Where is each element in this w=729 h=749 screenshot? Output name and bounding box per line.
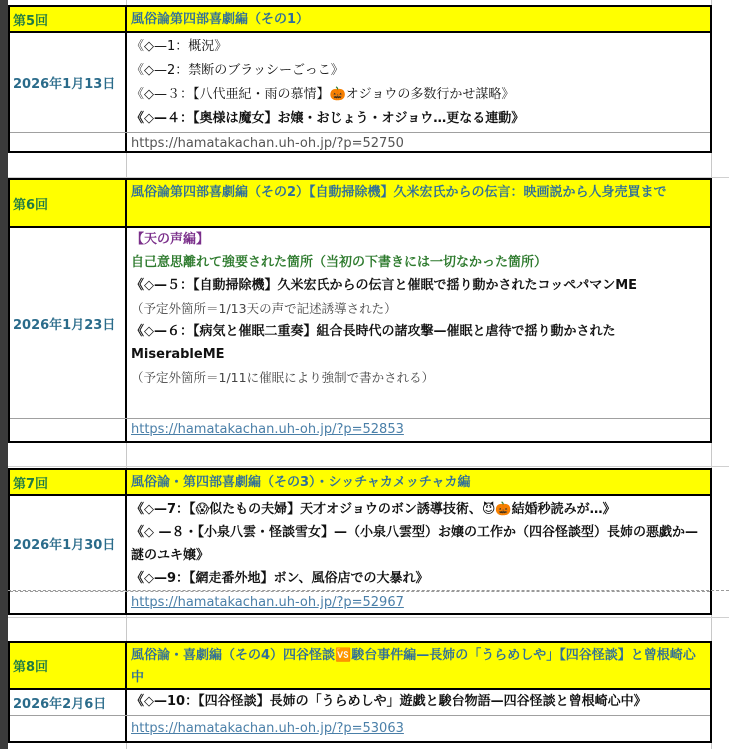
episode-url-row <box>10 716 710 741</box>
episode-date-cell <box>10 228 127 418</box>
episode-date-cell <box>10 690 127 715</box>
section-subhead: 自己意思離れて強要された箇所（当初の下書きには一切なかった箇所） <box>131 255 548 270</box>
sheet-gutter <box>0 0 8 749</box>
episode-title[interactable]: 風俗論・第四部喜劇編（その3）・シッチャカメッチャカ編 <box>131 475 471 490</box>
content-line: 《◇—10：【四谷怪談】長姉の「うらめしや」遊戯と駿台物語—四谷怪談と曾根崎心中》 <box>131 694 647 709</box>
episode-number: 第5回 <box>10 7 127 31</box>
episode-date: 2026年1月30日 <box>13 538 116 553</box>
episode-url-cell[interactable] <box>127 419 710 441</box>
episode-body-row <box>10 33 710 133</box>
content-line: 《◇—４：【奥様は魔女】お嬢・おじょう・オジョウ…更なる連動》 <box>131 111 525 126</box>
content-note: （予定外箇所＝1/13天の声で記述誘導された） <box>131 301 397 316</box>
episode-title-row <box>10 7 710 33</box>
episode-date-cell <box>10 33 127 132</box>
section-tag: 【天の声編】 <box>131 232 210 247</box>
content-line: 《◇—３：【八代亜紀・雨の慕情】🎃オジョウの多数行かせ謀略》 <box>131 87 515 102</box>
episode-body-row <box>10 228 710 419</box>
episode-date-cell <box>10 496 127 591</box>
content-line: 《◇—1：概況》 <box>131 39 228 54</box>
episode-url-cell[interactable] <box>127 133 710 151</box>
content-line: 《◇—2：禁断のブラッシーごっこ》 <box>131 63 344 78</box>
episode-body-row <box>10 496 710 592</box>
episode-title[interactable]: 風俗論・喜劇編（その4）四谷怪談🆚駿台事件編—長姉の「うらめしや」【四谷怪談】と曾根崎心中 <box>131 648 696 685</box>
episode-7-block <box>8 468 712 615</box>
episode-date: 2026年1月23日 <box>13 317 116 333</box>
episode-title-row <box>10 180 710 228</box>
content-line: 《◇—６：【病気と催眠二重奏】組合長時代の諸攻撃—催眠と虐待で揺り動かされたMiserableME <box>131 324 616 362</box>
episode-number: 第8回 <box>10 643 127 688</box>
episode-url[interactable]: https://hamatakachan.uh-oh.jp/?p=52750 <box>131 136 404 151</box>
content-note: （予定外箇所＝1/11に催眠により強制で書かされる） <box>131 370 435 385</box>
episode-contents[interactable] <box>127 228 710 418</box>
episode-url[interactable]: https://hamatakachan.uh-oh.jp/?p=52853 <box>131 422 404 437</box>
episode-number: 第6回 <box>10 180 127 226</box>
episode-title-row <box>10 470 710 496</box>
content-line: 《◇ —８・【小泉八雲・怪談雪女】—（小泉八雲型）お嬢の工作か（四谷怪談型）長姉の悪戯か—謎のユキ嬢》 <box>131 525 699 563</box>
episode-date: 2026年2月6日 <box>13 697 107 712</box>
episode-contents[interactable] <box>127 33 710 132</box>
episode-url-row <box>10 592 710 613</box>
content-line: 《◇—9：【網走番外地】ボン、風俗店での大暴れ》 <box>131 571 429 586</box>
grid-line <box>8 466 729 467</box>
episode-number: 第7回 <box>10 470 127 494</box>
episode-contents[interactable] <box>127 690 710 715</box>
episode-6-block <box>8 178 712 443</box>
episode-5-block <box>8 5 712 153</box>
dashed-grid-line <box>8 590 729 591</box>
episode-title[interactable]: 風俗論第四部喜劇編（その2）【自動掃除機】久米宏氏からの伝言：映画説から人身売買まで <box>131 185 667 200</box>
empty-cell <box>10 716 127 741</box>
content-line: 《◇—５：【自動掃除機】久米宏氏からの伝言と催眠で揺り動かされたコッペパマンME <box>131 278 638 293</box>
episode-contents[interactable] <box>127 496 710 591</box>
empty-cell <box>10 592 127 613</box>
episode-url-cell[interactable] <box>127 592 710 613</box>
empty-cell <box>10 133 127 151</box>
empty-cell <box>10 419 127 441</box>
episode-body-row <box>10 690 710 716</box>
episode-url-cell[interactable] <box>127 716 710 741</box>
episode-url-row <box>10 133 710 151</box>
episode-title-row <box>10 643 710 690</box>
content-line: 《◇—7：【😱似たもの夫婦】天才オジョウのボン誘導技術、😈🎃結婚秒読みが…》 <box>131 502 616 517</box>
episode-date: 2026年1月13日 <box>13 77 116 92</box>
episode-url-row <box>10 419 710 441</box>
episode-8-block <box>8 641 712 743</box>
grid-line <box>8 617 729 618</box>
episode-url[interactable]: https://hamatakachan.uh-oh.jp/?p=52967 <box>131 595 404 610</box>
episode-url[interactable]: https://hamatakachan.uh-oh.jp/?p=53063 <box>131 721 404 736</box>
episode-title[interactable]: 風俗論第四部喜劇編（その1） <box>131 12 310 27</box>
